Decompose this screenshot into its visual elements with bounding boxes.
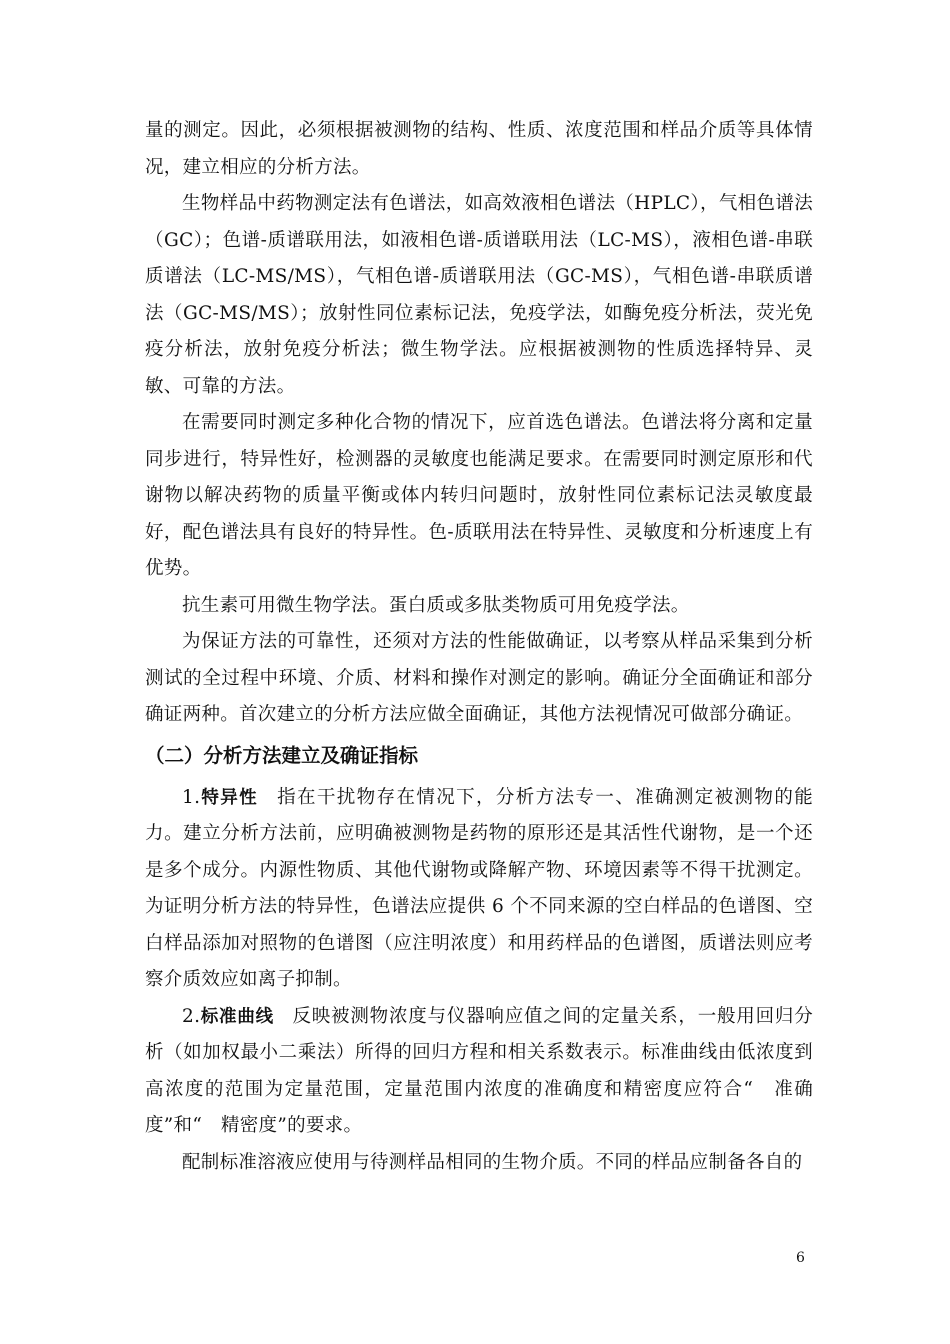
page-body: [145, 113, 813, 1181]
paragraph-continuation: 量的测定。因此，必须根据被测物的结构、性质、浓度范围和样品介质等具体情况，建立相应的分析方法。: [145, 120, 813, 178]
section-heading: （二）分析方法建立及确证指标: [145, 743, 419, 767]
item-term: 标准曲线: [200, 1006, 274, 1027]
page-number: 6: [796, 1250, 805, 1266]
paragraph-chromatography-preference: 在需要同时测定多种化合物的情况下，应首选色谱法。色谱法将分离和定量同步进行，特异性好，检测器的灵敏度也能满足要求。在需要同时测定原形和代谢物以解决药物的质量平衡或体内转归问题时，放射性同位素标记法灵敏度最好，配色谱法具有良好的特异性。色-质联用法在特异性、灵敏度和分析速度上有优势。: [145, 412, 813, 579]
paragraph-validation: 为保证方法的可靠性，还须对方法的性能做确证，以考察从样品采集到分析测试的全过程中环境、介质、材料和操作对测定的影响。确证分全面确证和部分确证两种。首次建立的分析方法应做全面确证，其他方法视情况可做部分确证。: [145, 631, 813, 725]
item-number: 1.: [182, 786, 201, 808]
paragraph-standard-solution: 配制标准溶液应使用与待测样品相同的生物介质。不同的样品应制备各自的: [182, 1151, 803, 1173]
item-text: 指在干扰物存在情况下，分析方法专一、准确测定被测物的能力。建立分析方法前，应明确被测物是药物的原形还是其活性代谢物，是一个还是多个成分。内源性物质、其他代谢物或降解产物、环境因素等不得干扰测定。为证明分析方法的特异性，色谱法应提供 6 个不同来源的空白样品的色谱图、空白样品添加对照物的色谱图（应注明浓度）和用药样品的色谱图，质谱法则应考察介质效应如离子抑制。: [145, 786, 814, 990]
item-specificity: [145, 780, 813, 999]
item-calibration-curve: [145, 999, 813, 1145]
item-number: 2.: [182, 1005, 201, 1027]
item-text: 反映被测物浓度与仪器响应值之间的定量关系，一般用回归分析（如加权最小二乘法）所得的回归方程和相关系数表示。标准曲线由低浓度到高浓度的范围为定量范围，定量范围内浓度的准确度和精密度应符合“ 准确度”和“ 精密度”的要求。: [145, 1005, 813, 1136]
item-term: 特异性: [200, 787, 259, 808]
paragraph-methods-list: 生物样品中药物测定法有色谱法，如高效液相色谱法（HPLC），气相色谱法（GC）；色谱-质谱联用法，如液相色谱-质谱联用法（LC-MS），液相色谱-串联质谱法（LC-MS/MS），气相色谱-质谱联用法（GC-MS），气相色谱-串联质谱法（GC-MS/MS）；放射性同位素标记法，免疫学法，如酶免疫分析法，荧光免疫分析法，放射免疫分析法；微生物学法。应根据被测物的性质选择特异、灵敏、可靠的方法。: [145, 193, 813, 397]
paragraph-antibiotics: 抗生素可用微生物学法。蛋白质或多肽类物质可用免疫学法。: [182, 594, 690, 616]
